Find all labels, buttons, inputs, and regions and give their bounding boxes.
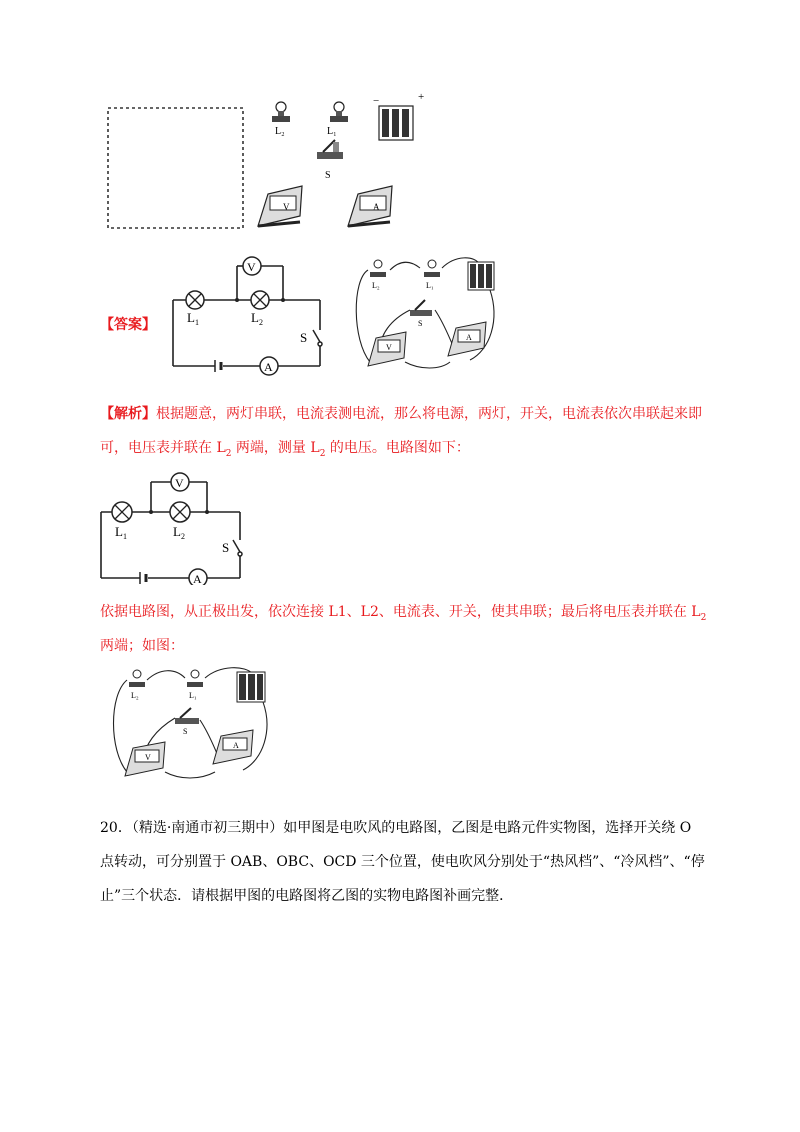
battery-symbol <box>215 360 221 372</box>
lamp-l1-symbol <box>186 291 204 309</box>
analysis-wiring-figure <box>105 660 280 785</box>
svg-text:A: A <box>264 360 273 374</box>
question-20-line-2: 点转动，可分别置于 OAB、OBC、OCD 三个位置，使电吹风分别处于“热风档”、“冷风档”、“停 <box>100 854 705 870</box>
battery-icon <box>468 262 494 290</box>
battery-minus-label: − <box>373 95 380 107</box>
lamp-l2-label: L₂ <box>275 126 285 137</box>
ammeter-letter: A <box>373 202 380 212</box>
l2-label: $L_2$ <box>173 524 185 541</box>
svg-text:S: S <box>418 319 423 328</box>
battery-symbol <box>140 572 146 584</box>
answer-wiring-figure <box>350 250 510 375</box>
lamp-l2-symbol <box>251 291 269 309</box>
question-20-line-1: 20．（精选·南通市初三期中）如甲图是电吹风的电路图，乙图是电路元件实物图，选择开关绕 O <box>100 820 692 836</box>
dashed-drawing-area <box>108 108 243 228</box>
lamp-l1-symbol <box>112 502 132 522</box>
lamp-l2-icon <box>272 102 290 122</box>
switch-icon <box>175 708 199 724</box>
svg-text:A: A <box>193 572 202 585</box>
lamp-l2-symbol <box>170 502 190 522</box>
answer-circuit-diagram <box>165 248 335 380</box>
lamp-l1-label: L₁ <box>327 126 337 137</box>
svg-text:A: A <box>233 741 239 750</box>
l2-label: $L_2$ <box>251 310 263 327</box>
analysis-line-2: 可，电压表并联在 $L_2$ 两端，测量 $L_2$ 的电压。电路图如下： <box>100 440 470 459</box>
question-20-line-3: 止”三个状态．请根据甲图的电路图将乙图的实物电路图补画完整． <box>100 888 514 904</box>
ammeter-symbol <box>260 357 278 375</box>
component-figure <box>95 90 455 240</box>
svg-text:A: A <box>466 333 472 342</box>
lamp-l1-icon <box>424 260 440 277</box>
lamp-l2-icon <box>370 260 386 277</box>
svg-text:L₂: L₂ <box>131 691 139 700</box>
battery-icon <box>237 672 265 702</box>
svg-text:S: S <box>183 727 188 736</box>
lamp-l1-icon <box>330 102 348 122</box>
voltmeter-symbol <box>171 473 189 491</box>
analysis-circuit-diagram <box>95 460 255 585</box>
analysis-label: 【解析】 <box>100 406 156 422</box>
switch-symbol <box>233 540 242 556</box>
svg-text:V: V <box>175 476 184 490</box>
lamp-l1-icon <box>187 670 203 687</box>
voltmeter-letter: V <box>283 202 290 212</box>
svg-text:L₁: L₁ <box>189 691 197 700</box>
battery-plus-label: + <box>418 91 425 103</box>
switch-label: S <box>300 330 308 345</box>
switch-symbol <box>313 330 322 346</box>
ammeter-symbol <box>189 569 207 585</box>
svg-text:V: V <box>145 753 151 762</box>
l1-label: $L_1$ <box>187 310 199 327</box>
switch-label: S <box>325 170 331 181</box>
voltmeter-icon <box>258 186 302 226</box>
voltmeter-symbol <box>243 257 261 275</box>
ammeter-icon <box>348 186 392 226</box>
analysis-line-1: 【解析】根据题意，两灯串联，电流表测电流，那么将电源，两灯，开关，电流表依次串联起来即 <box>100 406 702 422</box>
switch-icon <box>410 300 432 316</box>
switch-icon <box>317 140 343 159</box>
lamp-l2-icon <box>129 670 145 687</box>
battery-icon <box>379 106 413 140</box>
svg-text:L₁: L₁ <box>426 281 434 290</box>
answer-label: 【答案】 <box>100 317 156 333</box>
svg-text:L₂: L₂ <box>372 281 380 290</box>
l1-label: $L_1$ <box>115 524 127 541</box>
switch-label: S <box>222 540 230 555</box>
svg-text:V: V <box>247 260 256 274</box>
svg-text:V: V <box>386 343 392 352</box>
analysis-line-3: 依据电路图，从正极出发，依次连接 L1、L2、电流表、开关，使其串联；最后将电压表并联在 $L_2$ <box>100 604 707 623</box>
analysis-line-4: 两端；如图： <box>100 638 184 654</box>
